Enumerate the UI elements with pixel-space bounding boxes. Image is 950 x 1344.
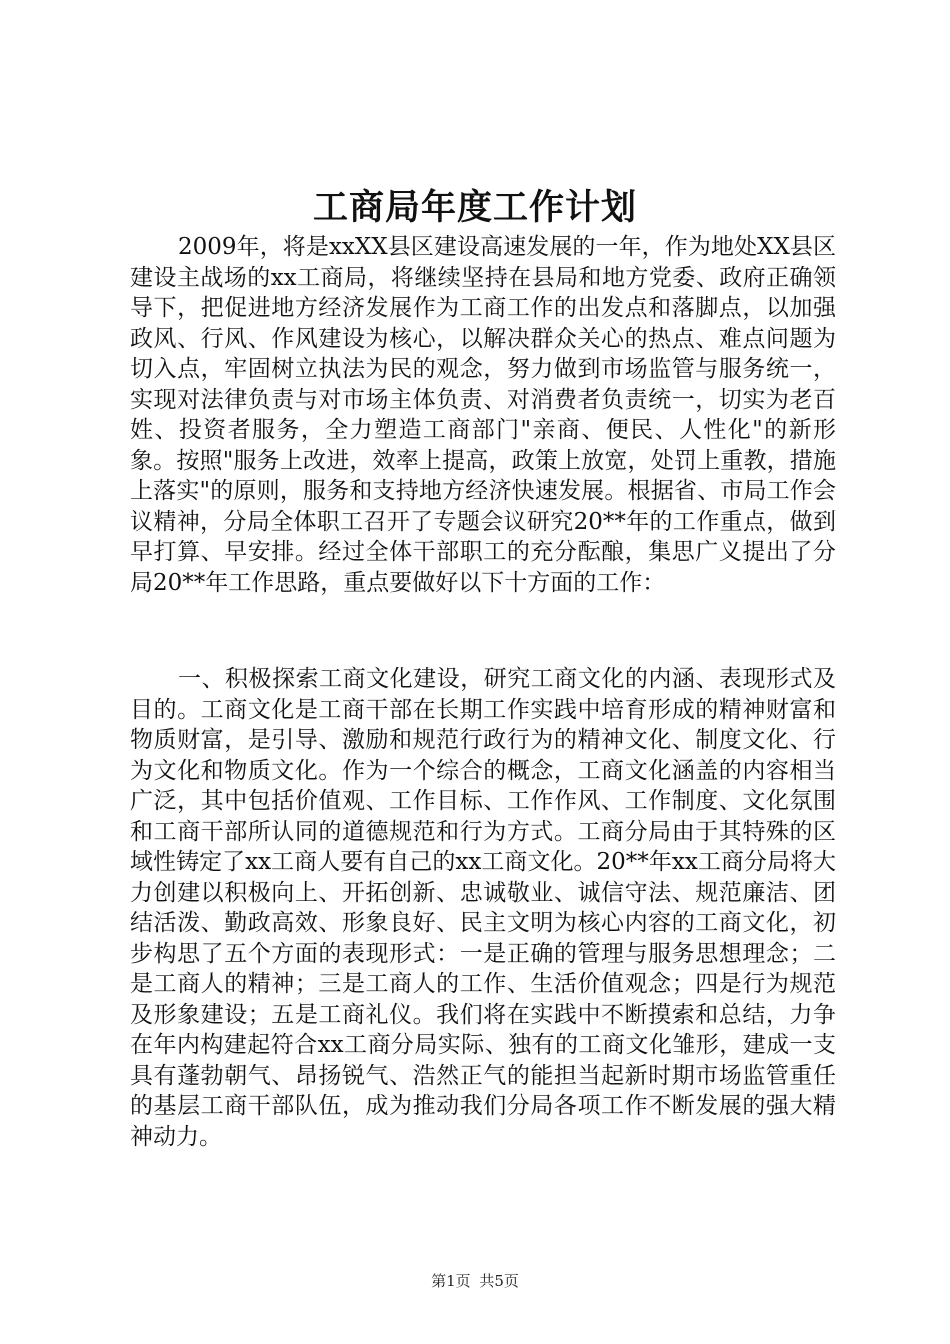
paragraph-intro: 2009年，将是xxXX县区建设高速发展的一年，作为地处XX县区建设主战场的xx工商局，将继续坚持在县局和地方党委、政府正确领导下，把促进地方经济发展作为工商工作的出发点和落脚点，以加强政风、行风、作风建设为核心，以解决群众关心的热点、难点问题为切入点，牢固树立执法为民的观念，努力做到市场监管与服务统一，实现对法律负责与对市场主体负责、对消费者负责统一，切实为老百姓、投资者服务，全力塑造工商部门"亲商、便民、人性化"的新形象。按照"服务上改进，效率上提高，政策上放宽，处罚上重教，措施上落实"的原则，服务和支持地方经济快速发展。根据省、市局工作会议精神，分局全体职工召开了专题会议研究20**年的工作重点，做到早打算、早安排。经过全体干部职工的充分酝酿，集思广义提出了分局20**年工作思路，重点要做好以下十方面的工作： — [130, 234, 836, 596]
total-pages: 共5页 — [479, 1272, 519, 1290]
page-footer — [0, 1271, 950, 1291]
paragraph-section-one: 一、积极探索工商文化建设，研究工商文化的内涵、表现形式及目的。工商文化是工商干部在长期工作实践中培育形成的精神财富和物质财富，是引导、激励和规范行政行为的精神文化、制度文化、行为文化和物质文化。作为一个综合的概念，工商文化涵盖的内容相当广泛，其中包括价值观、工作目标、工作作风、工作制度、文化氛围和工商干部所认同的道德规范和行为方式。工商分局由于其特殊的区域性铸定了xx工商人要有自己的xx工商文化。20**年xx工商分局将大力创建以积极向上、开拓创新、忠诚敬业、诚信守法、规范廉洁、团结活泼、勤政高效、形象良好、民主文明为核心内容的工商文化，初步构思了五个方面的表现形式：一是正确的管理与服务思想理念；二是工商人的精神；三是工商人的工作、生活价值观念；四是行为规范及形象建设；五是工商礼仪。我们将在实践中不断摸索和总结，力争在年内构建起符合xx工商分局实际、独有的工商文化雏形，建成一支具有蓬勃朝气、昂扬锐气、浩然正气的能担当起新时期市场监管重任的基层工商干部队伍，成为推动我们分局各项工作不断发展的强大精神动力。 — [130, 666, 836, 1150]
document-title: 工商局年度工作计划 — [312, 187, 637, 228]
page-number: 第1页 — [431, 1272, 471, 1290]
